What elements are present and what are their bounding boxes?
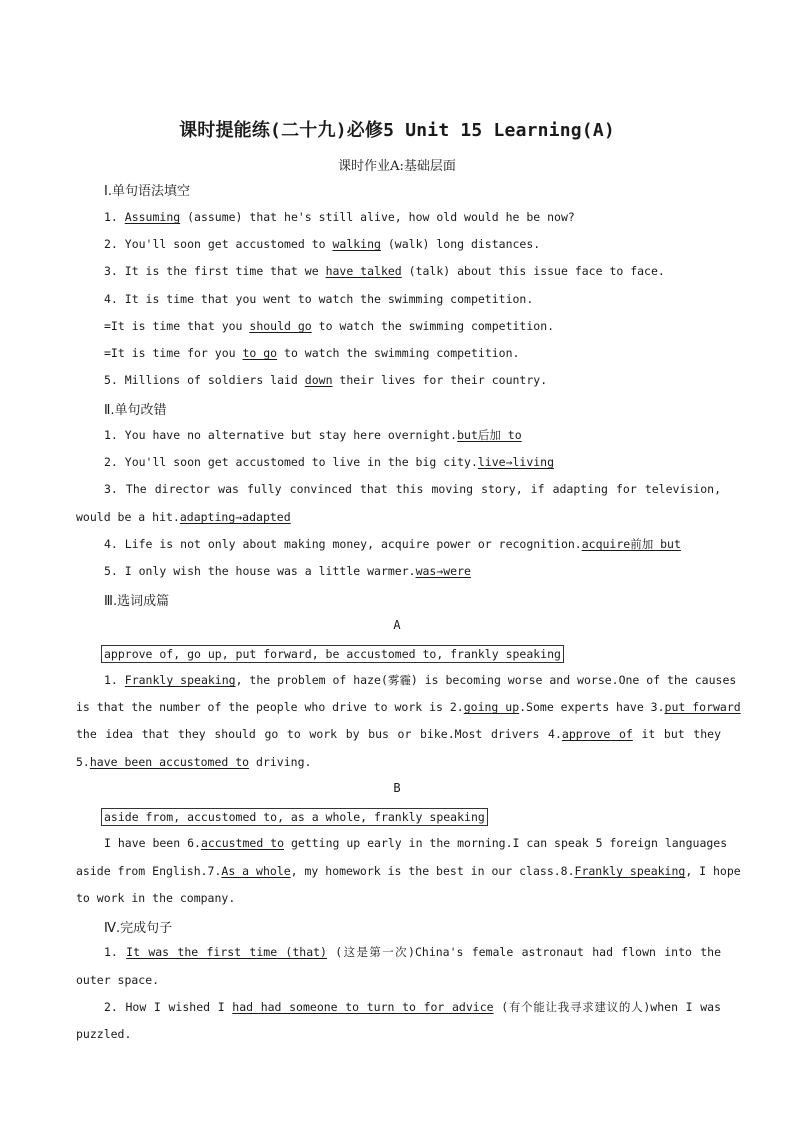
answer: It was the first time (that) [126, 945, 327, 959]
answer: Frankly speaking [574, 864, 686, 878]
answer: but后加 to [457, 428, 522, 442]
s1-question-4: 4. It is time that you went to watch the swimming competition. [104, 292, 534, 306]
section-1-heading: Ⅰ.单句语法填空 [104, 184, 190, 199]
passage-a-line-3: the idea that they should go to work by bus or bike.Most drivers 4.approve of it but they [76, 727, 721, 741]
answer: approve of [561, 727, 633, 741]
s1-question-4-variant-1: =It is time that you should go to watch the swimming competition. [104, 319, 555, 333]
answer: was→were [415, 564, 471, 578]
page-subtitle: 课时作业A:基础层面 [338, 159, 456, 174]
s2-question-4: 4. Life is not only about making money, acquire power or recognition.acquire前加 but [104, 537, 681, 551]
answer: had had someone to turn to for advice [232, 1000, 494, 1014]
s1-question-2: 2. You'll soon get accustomed to walking (walk) long distances. [104, 237, 541, 251]
s4-question-2-cont: puzzled. [76, 1027, 132, 1041]
section-4-heading: Ⅳ.完成句子 [104, 921, 173, 936]
passage-a-line-1: 1. Frankly speaking, the problem of haze(雾霾) is becoming worse and worse.One of the causes [104, 673, 737, 687]
section-3-heading: Ⅲ.选词成篇 [104, 594, 170, 609]
word-box-a: approve of, go up, put forward, be accustomed to, frankly speaking [101, 645, 564, 663]
passage-b-line-2: aside from English.7.As a whole, my homework is the best in our class.8.Frankly speaking, I hope [76, 864, 741, 878]
passage-b-line-1: I have been 6.accustmed to getting up early in the morning.I can speak 5 foreign languages [104, 836, 728, 850]
part-b-label: B [393, 781, 401, 795]
answer: adapting→adapted [179, 510, 291, 524]
word-box-b: aside from, accustomed to, as a whole, frankly speaking [101, 808, 488, 826]
answer: live→living [477, 455, 555, 469]
answer: to go [242, 346, 278, 360]
part-a-label: A [393, 618, 401, 632]
answer: walking [332, 237, 381, 251]
passage-a-line-2: is that the number of the people who drive to work is 2.going up.Some experts have 3.put forward [76, 700, 741, 714]
s4-question-2: 2. How I wished I had had someone to turn to for advice (有个能让我寻求建议的人)when I was [104, 1000, 721, 1014]
passage-a-line-4: 5.have been accustomed to driving. [76, 755, 312, 769]
answer: down [304, 373, 333, 387]
passage-b-line-3: to work in the company. [76, 891, 236, 905]
s1-question-3: 3. It is the first time that we have talked (talk) about this issue face to face. [104, 264, 665, 278]
s1-question-4-variant-2: =It is time for you to go to watch the swimming competition. [104, 346, 520, 360]
answer: As a whole [221, 864, 291, 878]
answer: have been accustomed to [89, 755, 250, 769]
answer: accustmed to [200, 836, 285, 850]
answer: going up [463, 700, 520, 714]
s2-question-5: 5. I only wish the house was a little warmer.was→were [104, 564, 471, 578]
s4-question-1-cont: outer space. [76, 973, 160, 987]
page-title: 课时提能练(二十九)必修5 Unit 15 Learning(A) [179, 120, 615, 141]
s1-question-1: 1. Assuming (assume) that he's still alive, how old would he be now? [104, 210, 575, 224]
s2-question-3: 3. The director was fully convinced that this moving story, if adapting for television, [104, 482, 721, 496]
s2-question-1: 1. You have no alternative but stay here overnight.but后加 to [104, 428, 522, 442]
section-2-heading: Ⅱ.单句改错 [104, 403, 167, 418]
answer: acquire前加 but [581, 537, 681, 551]
answer: should go [249, 319, 312, 333]
answer: have talked [325, 264, 402, 278]
s2-question-3-cont: would be a hit.adapting→adapted [76, 510, 291, 524]
answer: Frankly speaking [124, 673, 236, 687]
s4-question-1: 1. It was the first time (that) (这是第一次)China's female astronaut had flown into the [104, 945, 722, 959]
s1-question-5: 5. Millions of soldiers laid down their lives for their country. [104, 373, 548, 387]
s2-question-2: 2. You'll soon get accustomed to live in the big city.live→living [104, 455, 555, 469]
answer: Assuming [124, 210, 181, 224]
answer: put forward [664, 700, 741, 714]
